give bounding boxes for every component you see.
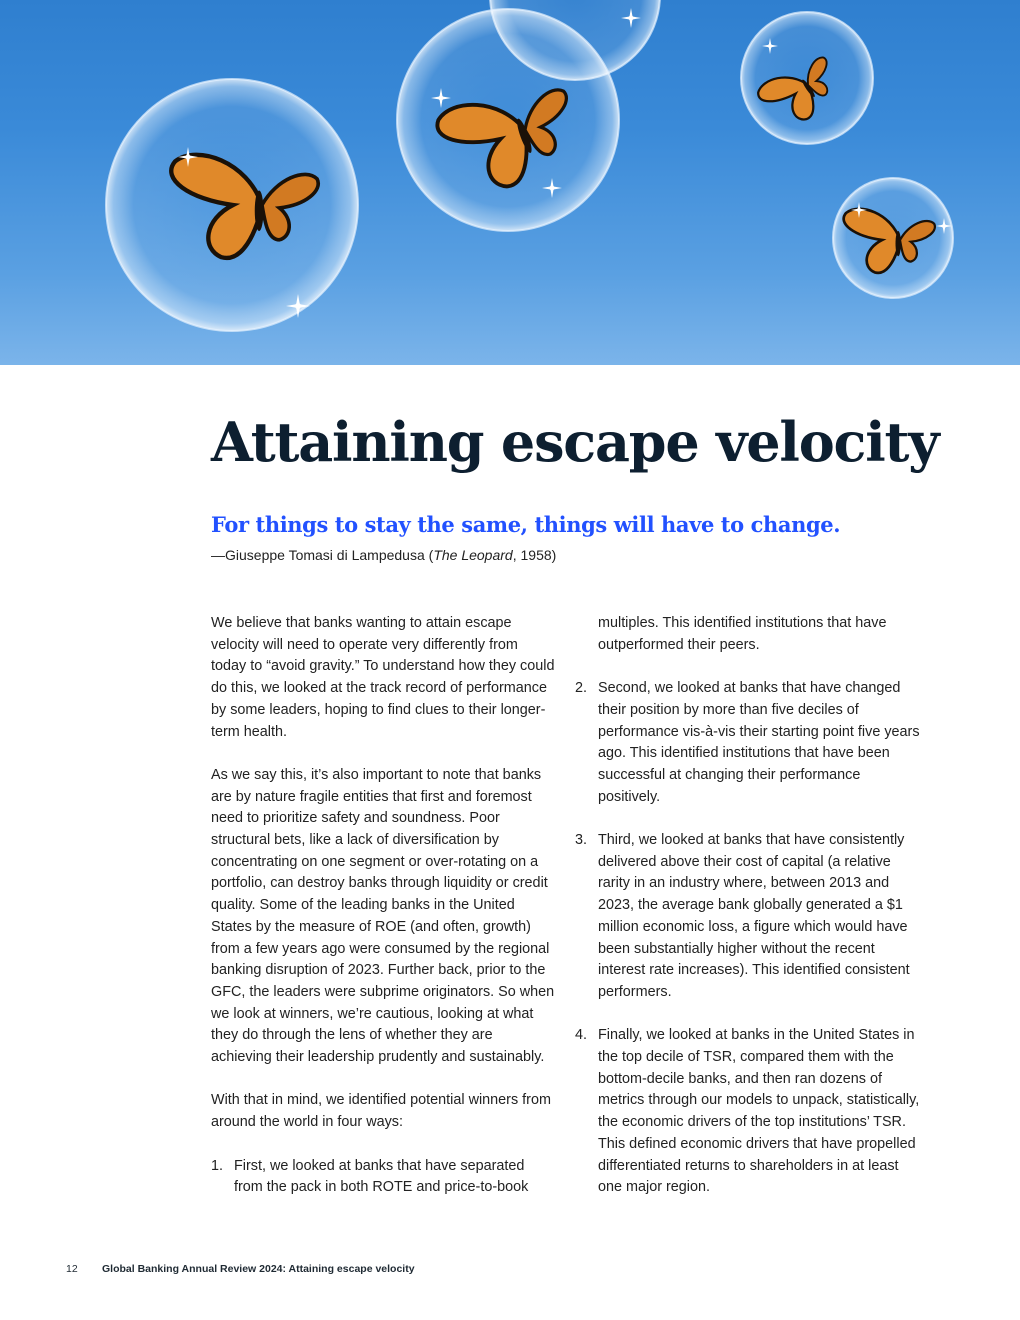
- page-footer: [66, 1263, 415, 1275]
- hero-image: [0, 0, 1020, 365]
- list-text: Second, we looked at banks that have changed their position by more than five deciles of performance vis-à-vis their starting point five years ago. This identified institutions that have been successful at changing their performance positively.: [598, 680, 920, 805]
- list-item: [575, 830, 920, 1004]
- list-item: [575, 678, 920, 808]
- list-number: 3.: [575, 832, 588, 848]
- methods-list: [575, 678, 920, 1199]
- body-paragraph: We believe that banks wanting to attain escape velocity will need to operate very differently from today to “avoid gravity.” To understand how they could do this, we looked at the track record of performance by some leaders, hoping to find clues to their longer-term health.: [211, 615, 555, 740]
- body-paragraph: With that in mind, we identified potential winners from around the world in four ways:: [211, 1092, 551, 1131]
- body-paragraph: As we say this, it’s also important to note that banks are by nature fragile entities that first and foremost need to prioritize safety and soundness. Poor structural bets, like a lack of diversification by concentrating on one segment or over-rotating on a portfolio, can destroy banks through liquidity or credit quality. Some of the leading banks in the United States by the measure of ROE (and often, growth) from a few years ago were consumed by the regional banking disruption of 2023. Further back, prior to the GFC, the leaders were subprime originators. So when we look at winners, we’re cautious, looking at what they do through the lens of whether they are achieving their leadership prudently and sustainably.: [211, 766, 555, 1066]
- footer-title: Global Banking Annual Review 2024: Attaining escape velocity: [102, 1263, 415, 1275]
- epigraph-quote: For things to stay the same, things will have to change.: [211, 512, 841, 537]
- page-title: Attaining escape velocity: [211, 410, 939, 474]
- list-item: [211, 1156, 556, 1199]
- body-column-left: [211, 613, 556, 1221]
- list-item-continuation: multiples. This identified institutions that have outperformed their peers.: [598, 615, 887, 653]
- butterflies-in-bubbles-image: [0, 0, 1020, 365]
- body-column-right: [575, 613, 920, 1221]
- list-text: First, we looked at banks that have separated from the pack in both ROTE and price-to-book: [234, 1157, 529, 1196]
- attribution-author: —Giuseppe Tomasi di Lampedusa (: [211, 547, 434, 563]
- attribution-work: The Leopard: [433, 547, 513, 563]
- methods-list: [211, 1156, 556, 1199]
- list-number: 4.: [575, 1027, 588, 1044]
- epigraph-attribution: [211, 547, 556, 563]
- attribution-year: , 1958): [512, 547, 557, 563]
- list-number: 1.: [211, 1157, 224, 1174]
- list-text: Third, we looked at banks that have consistently delivered above their cost of capital (a relative rarity in an industry where, between 2013 and 2023, the average bank globally generated a $1 million economic loss, a figure which would have been substantially higher without the recent interest rate increases). This identified consistent performers.: [598, 832, 910, 1000]
- list-text: Finally, we looked at banks in the United States in the top decile of TSR, compared them with the bottom-decile banks, and then ran dozens of metrics through our models to unpack, statistically, the economic drivers of the top institutions’ TSR. This defined economic drivers that have propelled differentiated returns to shareholders in at least one major region.: [598, 1027, 920, 1196]
- page-number: 12: [66, 1263, 78, 1275]
- list-number: 2.: [575, 680, 588, 697]
- list-item: [575, 1025, 920, 1199]
